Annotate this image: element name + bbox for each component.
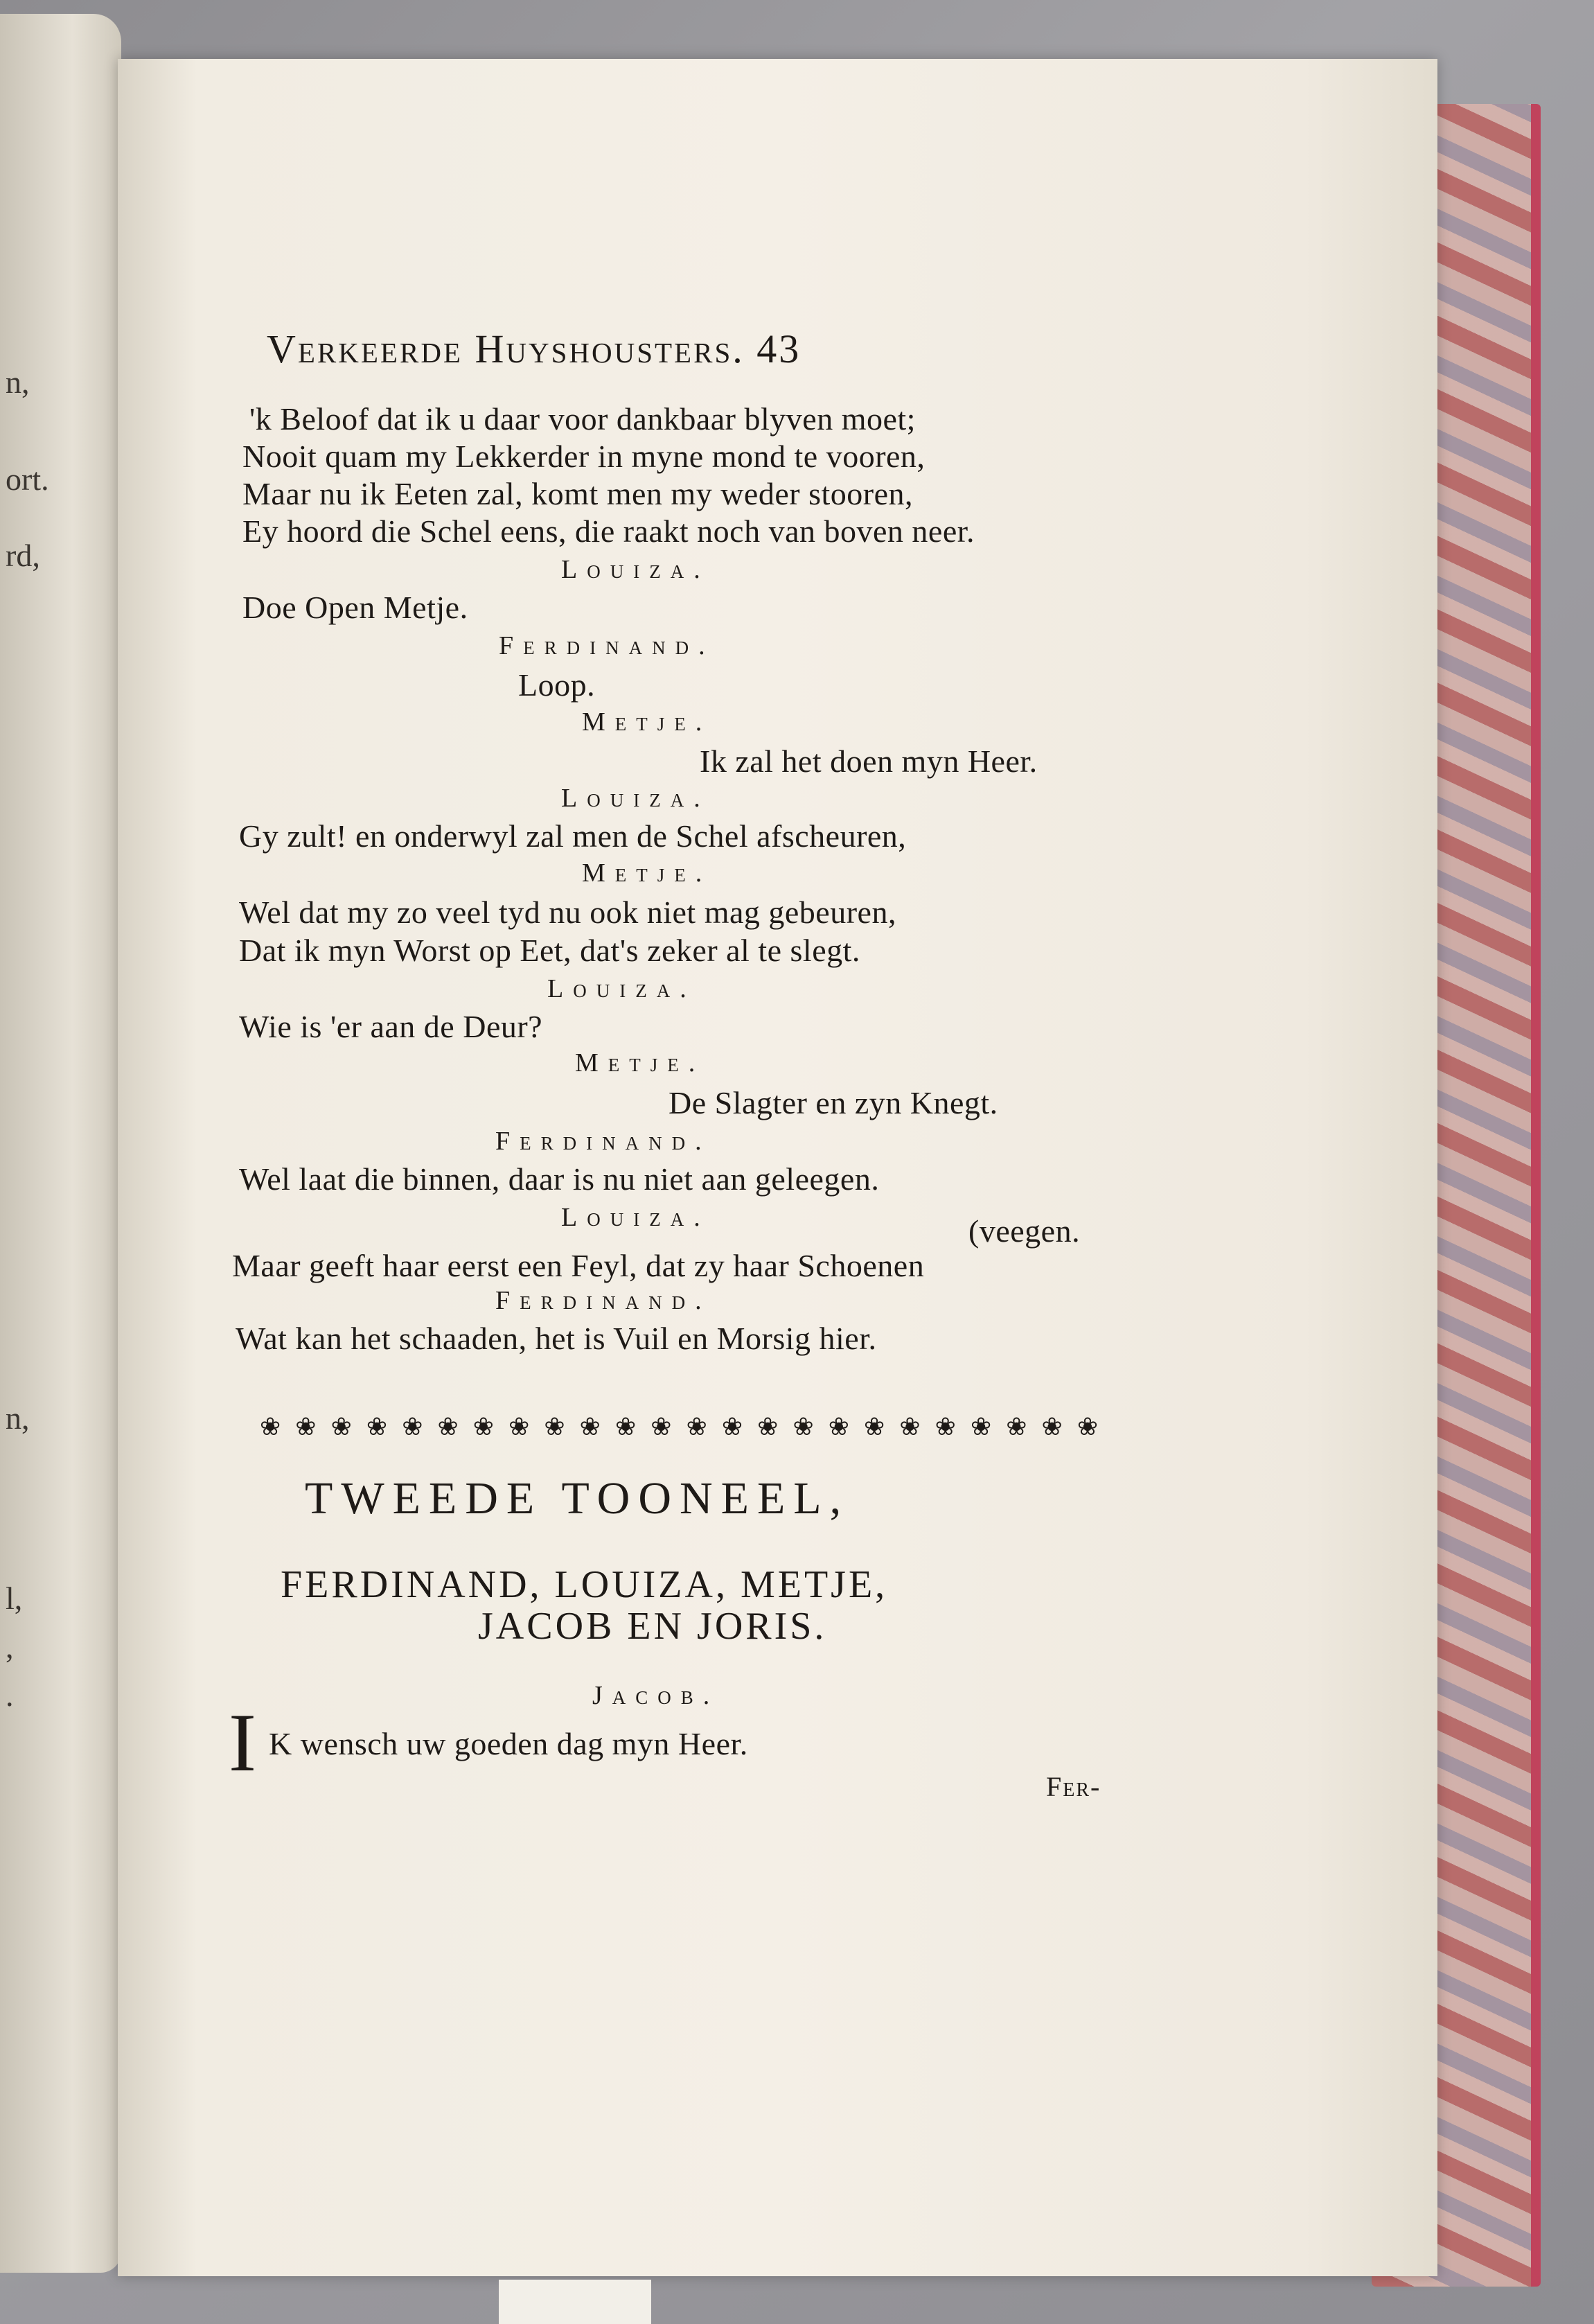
left-page-fragment: , (6, 1629, 14, 1664)
speaker-name: Metje. (575, 1048, 705, 1077)
verse-line: Wat kan het schaaden, het is Vuil en Morsig hier. (236, 1321, 877, 1356)
ornament-glyph: ❀ (402, 1413, 423, 1441)
ornament-glyph: ❀ (295, 1413, 317, 1441)
ornament-glyph: ❀ (828, 1413, 849, 1441)
ornament-glyph: ❀ (757, 1413, 779, 1441)
left-page-fragment: n, (6, 1400, 30, 1436)
speaker-name: Louiza. (547, 974, 696, 1003)
verse-line: Ik zal het doen myn Heer. (700, 743, 1038, 779)
ornament-glyph: ❀ (650, 1413, 672, 1441)
ornament-glyph: ❀ (721, 1413, 743, 1441)
ornament-glyph: ❀ (544, 1413, 565, 1441)
ornament-glyph: ❀ (686, 1413, 707, 1441)
ornament-glyph: ❀ (472, 1413, 494, 1441)
cast-list-line: FERDINAND, LOUIZA, METJE, (281, 1563, 888, 1606)
catchword: Fer- (1046, 1771, 1101, 1802)
ornament-glyph: ❀ (899, 1413, 921, 1441)
verse-line: Wel dat my zo veel tyd nu ook niet mag gebeuren, (239, 895, 896, 930)
speaker-name: Louiza. (561, 784, 710, 813)
white-patch (499, 2280, 651, 2324)
speaker-name: Louiza. (561, 1203, 710, 1232)
ornament-glyph: ❀ (260, 1413, 281, 1441)
speaker-name: Ferdinand. (495, 1286, 711, 1315)
left-page-fragment: ort. (6, 461, 49, 497)
drop-cap: I (229, 1696, 256, 1788)
speaker-name: Louiza. (561, 555, 710, 584)
verse-line: K wensch uw goeden dag myn Heer. (269, 1726, 748, 1761)
cast-list-line: JACOB EN JORIS. (478, 1605, 827, 1648)
verse-line: Wel laat die binnen, daar is nu niet aan geleegen. (239, 1161, 880, 1197)
left-page-fragment: l, (6, 1581, 23, 1616)
ornament-glyph: ❀ (970, 1413, 992, 1441)
printers-ornament (260, 1410, 1098, 1443)
verse-line: Nooit quam my Lekkerder in myne mond te vooren, (242, 439, 926, 474)
ornament-glyph: ❀ (1077, 1413, 1098, 1441)
ornament-glyph: ❀ (792, 1413, 814, 1441)
ornament-glyph: ❀ (614, 1413, 637, 1441)
verse-line: (veegen. (968, 1213, 1081, 1249)
left-page-fragment: n, (6, 364, 30, 400)
verse-line: De Slagter en zyn Knegt. (668, 1085, 998, 1120)
ornament-glyph: ❀ (1041, 1413, 1063, 1441)
facing-left-page (0, 14, 121, 2273)
verse-line: Doe Open Metje. (242, 590, 468, 625)
running-head: Verkeerde Huyshousters. 43 (267, 326, 802, 371)
speaker-name: Ferdinand. (495, 1127, 711, 1156)
ornament-glyph: ❀ (366, 1413, 388, 1441)
ornament-glyph: ❀ (864, 1413, 885, 1441)
verse-line: Ey hoord die Schel eens, die raakt noch van boven neer. (242, 513, 975, 549)
ornament-glyph: ❀ (579, 1413, 601, 1441)
ornament-glyph: ❀ (508, 1413, 530, 1441)
left-page-fragment: rd, (6, 538, 40, 573)
verse-line: 'k Beloof dat ik u daar voor dankbaar blyven moet; (249, 401, 916, 437)
verse-line: Maar nu ik Eeten zal, komt men my weder stooren, (242, 476, 913, 511)
speaker-name: Ferdinand. (499, 631, 715, 660)
verse-line: Maar geeft haar eerst een Feyl, dat zy haar Schoenen (232, 1248, 925, 1283)
ornament-glyph: ❀ (330, 1413, 352, 1441)
verse-line: Loop. (518, 667, 596, 703)
ornament-glyph: ❀ (1006, 1413, 1027, 1441)
speaker-name: Metje. (582, 859, 712, 888)
verse-line: Dat ik myn Worst op Eet, dat's zeker al te slegt. (239, 933, 860, 968)
speaker-name: Jacob. (592, 1681, 720, 1710)
ornament-glyph: ❀ (437, 1413, 459, 1441)
verse-line: Gy zult! en onderwyl zal men de Schel afscheuren, (239, 818, 907, 854)
ornament-glyph: ❀ (935, 1413, 956, 1441)
scene-title: TWEEDE TOONEEL, (305, 1473, 850, 1524)
speaker-name: Metje. (582, 707, 712, 737)
verse-line: Wie is 'er aan de Deur? (239, 1009, 543, 1044)
left-page-fragment: . (6, 1678, 14, 1713)
